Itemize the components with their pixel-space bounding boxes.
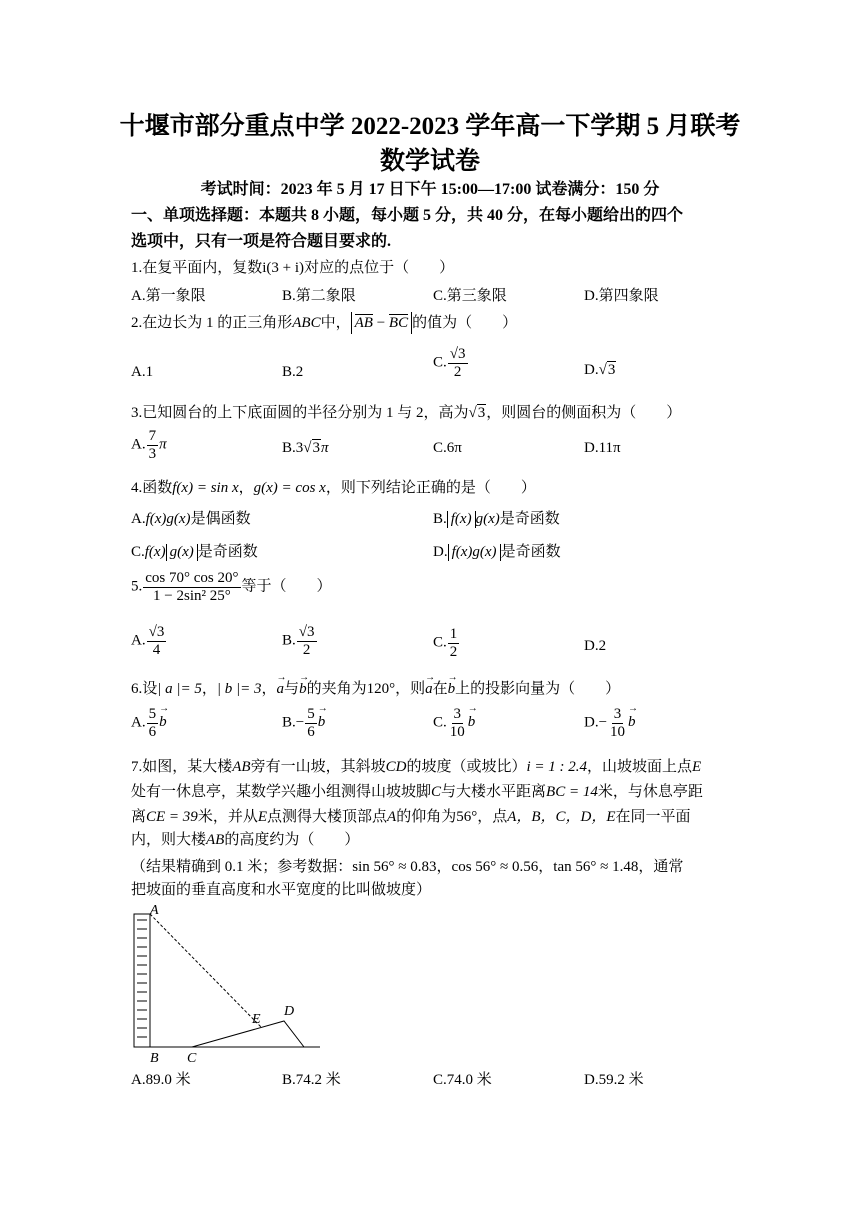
q2-prefix: 2.在边长为 1 的正三角形 (131, 315, 293, 331)
q6-p6: ，则 (395, 681, 426, 697)
q6-option-d-label: D.− (584, 714, 608, 731)
q7-l1-c: 的坡度（或坡比） (406, 759, 527, 775)
q5-option-a-den: 4 (152, 641, 161, 658)
q7-option-c: C.74.0 米 (433, 1072, 492, 1088)
q2-option-c-label: C. (433, 354, 447, 371)
q6-p7: 在 (432, 681, 448, 697)
q6-option-d (584, 706, 636, 740)
q6-option-d-num: 3 (613, 706, 622, 722)
q7-l3-f: 在同一平面 (615, 809, 691, 825)
q6-angle: 120° (366, 681, 396, 697)
q5-option-b (282, 624, 318, 658)
building (134, 914, 150, 1047)
q6-option-b-num: 5 (307, 706, 315, 722)
q4-option-d (433, 540, 561, 561)
q6-option-c-num: 3 (453, 706, 462, 722)
exam-title-line1: 十堰市部分重点中学 2022-2023 学年高一下学期 5 月联考 (119, 113, 741, 140)
q7-figure (126, 900, 326, 1065)
q6-vector-a: → a (277, 678, 285, 700)
q4-f-definition: f(x) = sin x (172, 480, 239, 496)
q3-option-c: C.6π (433, 440, 462, 456)
q6-option-a-num: 5 (148, 706, 157, 722)
q2-option-c-fraction: $\frac{√3}{2}$ (449, 346, 466, 380)
q6-b-magnitude: | b |= 3 (216, 681, 262, 697)
q6-p4: 与 (284, 681, 300, 697)
q5-option-c-label: C. (433, 634, 447, 651)
q7-points: A，B，C，D，E (507, 809, 616, 825)
q2-abs-expression (351, 312, 412, 334)
question-7-line4 (131, 829, 359, 851)
q3-option-d: D.11π (584, 440, 621, 456)
q7-e-2: E (257, 809, 267, 825)
q6-option-d-den: 10 (610, 723, 626, 740)
q2-triangle: ABC (292, 315, 321, 331)
q7-n1-b: ， (436, 859, 452, 875)
q5-label: 5. (131, 578, 143, 595)
q1-option-b: B.第二象限 (282, 288, 356, 304)
q7-l2-b: 与大楼水平距离 (441, 784, 547, 800)
question-6-stem (131, 678, 620, 700)
question-2-stem (131, 312, 517, 334)
q4-option-c-tail: 是奇函数 (197, 544, 258, 560)
figure-label-c: C (187, 1051, 197, 1065)
q7-l1-a: 7.如图，某大楼 (131, 759, 233, 775)
q3-option-a (131, 428, 167, 462)
q6-p2: ， (201, 681, 217, 697)
q7-l2-a: 处有一休息亭，某数学兴趣小组测得山坡坡脚 (131, 784, 432, 800)
q5-option-b-fraction: $\frac{√3}{2}$ (298, 624, 315, 658)
q7-n1-c: ， (538, 859, 554, 875)
q6-option-b-fraction (305, 706, 317, 740)
q4-option-d-tail: 是奇函数 (500, 544, 561, 560)
q6-option-d-vector: → b (628, 714, 636, 731)
figure-label-a: A (150, 903, 159, 918)
q6-option-b-vector: → b (318, 714, 326, 731)
q4-option-c-abs-expr: g(x) (169, 544, 194, 560)
q4-option-a-tail: 是偶函数 (190, 511, 251, 527)
sight-line (150, 914, 261, 1027)
q4-option-c-label: C. (131, 544, 145, 560)
question-3-stem (131, 402, 681, 424)
q7-l3-d: 的仰角为 (396, 809, 457, 825)
q1-suffix: 对应的点位于（ ） (304, 260, 455, 276)
q7-l4-a: 内，则大楼 (131, 832, 207, 848)
q6-vector-a-2: → a (425, 678, 433, 700)
q7-l1-b: 旁有一山坡，其斜坡 (250, 759, 386, 775)
q7-tan: tan 56° ≈ 1.48 (553, 859, 639, 875)
q4-prefix: 4.函数 (131, 480, 173, 496)
q7-l2-c: 米，与休息亭距 (597, 784, 703, 800)
q6-option-c-fraction (448, 706, 467, 740)
q3-option-a-fraction (147, 428, 159, 462)
q1-option-d: D.第四象限 (584, 288, 659, 304)
q7-ce: CE = 39 (146, 809, 198, 825)
q3-height: √3 (468, 405, 486, 421)
q4-option-c-abs (166, 544, 198, 561)
q4-comma: ， (238, 480, 254, 496)
q7-bc: BC = 14 (546, 784, 598, 800)
slope (192, 1021, 304, 1047)
question-7-note2: 把坡面的垂直高度和水平宽度的比叫做坡度） (131, 882, 432, 898)
q4-option-d-abs (448, 544, 501, 561)
q5-option-d: D.2 (584, 638, 607, 654)
q7-option-a: A.89.0 米 (131, 1072, 191, 1088)
q4-option-a-label: A. (131, 511, 146, 527)
question-7-note1 (131, 856, 683, 878)
q7-sin: sin 56° ≈ 0.83 (352, 859, 437, 875)
q7-angle: 56° (456, 809, 478, 825)
q3-prefix: 3.已知圆台的上下底面圆的半径分别为 1 与 2，高为 (131, 405, 469, 421)
q6-option-a (131, 706, 167, 740)
q7-l3-c: 点测得大楼顶部点 (267, 809, 388, 825)
q3-option-b-radicand: 3 (312, 440, 320, 456)
q3-option-a-label: A. (131, 436, 146, 453)
q5-denominator: 1 − 2sin² 25° (153, 587, 231, 604)
q6-option-b-den: 6 (307, 723, 315, 740)
q4-option-b (433, 507, 560, 528)
q6-option-c-vector: → b (468, 714, 476, 731)
q5-option-b-label: B. (282, 632, 296, 649)
q2-minus: − (376, 315, 386, 331)
q7-n1-d: ，通常 (638, 859, 684, 875)
q2-option-d-label: D. (584, 362, 599, 378)
q6-option-c (433, 706, 475, 740)
q6-vector-b-2: → b (448, 678, 456, 700)
q4-option-b-abs (447, 511, 476, 528)
q4-option-d-label: D. (433, 544, 448, 560)
q7-ab: AB (232, 759, 251, 775)
q1-option-c: C.第三象限 (433, 288, 507, 304)
q6-p8: 上的投影向量为（ ） (455, 681, 621, 697)
q6-vector-b: → b (299, 678, 307, 700)
q1-expression: i(3 + i) (262, 260, 305, 276)
figure-label-b: B (150, 1051, 159, 1065)
q5-option-a-num: 3 (156, 624, 165, 640)
q2-option-c (433, 346, 469, 380)
q3-suffix: ，则圆台的侧面积为（ ） (486, 405, 682, 421)
q4-option-d-abs-expr: f(x)g(x) (451, 544, 497, 560)
q2-option-c-den: 2 (453, 363, 462, 380)
q6-option-a-fraction (147, 706, 159, 740)
question-7-line3 (131, 806, 691, 828)
q7-l3-e: ，点 (477, 809, 508, 825)
q6-p5: 的夹角为 (306, 681, 367, 697)
question-7-line1 (131, 756, 701, 778)
q7-cd: CD (385, 759, 407, 775)
q4-option-b-expr: g(x) (475, 511, 500, 527)
q7-n1-a: （结果精确到 0.1 米；参考数据： (131, 859, 353, 875)
q6-option-b (282, 706, 325, 740)
q6-option-c-label: C. (433, 714, 447, 731)
question-1-stem (131, 257, 454, 279)
q2-option-d-sqrt: √3 (598, 362, 616, 378)
q2-vector-ab: AB (354, 315, 373, 331)
exam-info: 考试时间：2023 年 5 月 17 日下午 15:00—17:00 试卷满分：150 分 (200, 181, 660, 198)
q4-option-b-abs-expr: f(x) (450, 511, 472, 527)
q6-a-magnitude: | a |= 5 (157, 681, 202, 697)
q6-option-a-label: A. (131, 714, 146, 731)
q7-option-d: D.59.2 米 (584, 1072, 644, 1088)
q2-option-c-num: 3 (458, 346, 466, 362)
q7-option-b: B.74.2 米 (282, 1072, 341, 1088)
q2-option-d-radicand: 3 (607, 362, 616, 378)
q7-e: E (692, 759, 702, 775)
q5-option-c-num: 1 (449, 626, 458, 642)
q4-option-b-label: B. (433, 511, 447, 527)
q2-option-b: B.2 (282, 364, 304, 380)
q6-p3: ， (261, 681, 277, 697)
figure-label-e: E (252, 1012, 261, 1027)
q6-option-d-fraction (608, 706, 627, 740)
q5-option-a-label: A. (131, 632, 146, 649)
q4-option-b-tail: 是奇函数 (499, 511, 560, 527)
q2-suffix: 的值为（ ） (412, 315, 518, 331)
q7-l3-a: 离 (131, 809, 147, 825)
q7-a: A (387, 809, 397, 825)
q5-option-a (131, 624, 167, 658)
q6-option-c-den: 10 (449, 723, 465, 740)
q6-option-a-vector: → b (159, 714, 167, 731)
q3-option-b-sqrt: √3 (303, 440, 320, 456)
section-heading-line2: 选项中，只有一项是符合题目要求的. (131, 233, 392, 250)
q3-option-a-den: 3 (148, 445, 157, 462)
q3-option-b-coef: 3 (295, 440, 304, 456)
q5-option-c-fraction (448, 626, 460, 660)
figure-label-d: D (284, 1004, 295, 1019)
q3-option-a-num: 7 (148, 428, 157, 444)
q6-p1: 6.设 (131, 681, 158, 697)
q7-l3-b: 米，并从 (197, 809, 258, 825)
q5-option-c (433, 626, 460, 660)
q4-option-c (131, 540, 258, 561)
q2-vector-bc: BC (388, 315, 409, 331)
q6-option-a-den: 6 (148, 723, 157, 740)
q5-option-a-fraction: $\frac{√3}{4}$ (148, 624, 165, 658)
q3-option-b (282, 440, 329, 457)
q4-suffix: ，则下列结论正确的是（ ） (325, 480, 536, 496)
q7-ratio: i = 1 : 2.4 (526, 759, 588, 775)
q4-g-definition: g(x) = cos x (253, 480, 326, 496)
section-heading-line1: 一、单项选择题：本题共 8 小题，每小题 5 分，共 40 分，在每小题给出的四个 (131, 207, 684, 224)
q5-suffix: 等于（ ） (241, 578, 332, 595)
q7-l4-b: 的高度约为（ ） (224, 832, 360, 848)
q3-option-b-pi: π (321, 440, 329, 456)
q3-option-b-label: B. (282, 440, 296, 456)
q3-option-a-pi: π (159, 436, 167, 453)
exam-title-line2: 数学试卷 (379, 148, 480, 175)
q5-numerator: cos 70° cos 20° (145, 570, 239, 586)
question-7-line2 (131, 781, 703, 803)
q5-option-b-den: 2 (302, 641, 311, 658)
q4-option-c-expr: f(x) (144, 544, 166, 560)
q4-option-a (131, 507, 251, 528)
q2-option-d (584, 362, 616, 379)
q5-option-b-num: 3 (307, 624, 315, 640)
q2-option-a: A.1 (131, 364, 154, 380)
q1-prefix: 1.在复平面内，复数 (131, 260, 263, 276)
q7-ab-2: AB (206, 832, 225, 848)
question-4-stem (131, 477, 536, 499)
q7-c: C (431, 784, 442, 800)
q3-height-radicand: 3 (477, 405, 486, 421)
question-5-stem (131, 570, 332, 604)
q7-cos: cos 56° ≈ 0.56 (451, 859, 539, 875)
q1-option-a: A.第一象限 (131, 288, 206, 304)
q5-option-c-den: 2 (449, 643, 458, 660)
q6-option-b-label: B.− (282, 714, 305, 731)
q7-l1-d: ，山坡坡面上点 (587, 759, 693, 775)
q2-mid: 中， (320, 315, 351, 331)
q5-fraction (143, 570, 240, 604)
q4-option-a-expr: f(x)g(x) (145, 511, 191, 527)
